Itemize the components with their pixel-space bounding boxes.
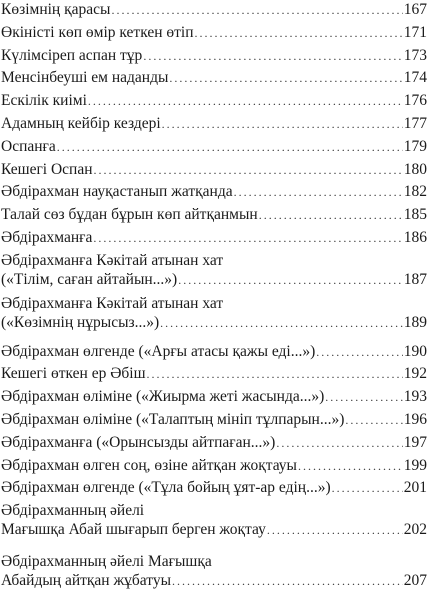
toc-entry-page: 192 <box>403 365 427 383</box>
toc-entry-page: 186 <box>403 229 427 246</box>
toc-entry-page: 193 <box>403 388 427 406</box>
dot-leader <box>172 572 403 591</box>
toc-entry-page: 180 <box>403 160 427 178</box>
toc-entry-title: Мағышқа Абай шығарып берген жоқтау <box>1 521 266 539</box>
toc-entry <box>1 114 427 133</box>
toc-entry-title: Әбдірахманның әйелі <box>1 502 145 520</box>
toc-entry-page: 189 <box>403 313 427 331</box>
toc-entry-page: 196 <box>403 410 427 428</box>
toc-entry <box>1 0 427 19</box>
toc-entry-page: 201 <box>403 479 427 497</box>
dot-leader <box>316 343 402 362</box>
dot-leader <box>234 183 403 202</box>
toc-entry-title: Әбдірахман өліміне («Жиырма жеті жасында...») <box>1 388 325 406</box>
dot-leader <box>345 411 402 430</box>
toc-entry <box>1 182 427 201</box>
toc-entry <box>1 552 427 590</box>
toc-entry-page: 207 <box>403 572 427 589</box>
toc-entry-title: Көзімнің қарасы <box>1 1 111 18</box>
toc-entry-page: 167 <box>403 1 427 18</box>
toc-entry <box>1 501 427 539</box>
dot-leader <box>88 92 403 111</box>
toc-entry-title: Кешегі өткен ер Әбіш <box>1 365 146 383</box>
toc-entry-title: Әбдірахман науқастанып жатқанда <box>1 183 233 201</box>
toc-entry <box>1 478 427 497</box>
dot-leader <box>325 388 402 407</box>
dot-leader <box>93 229 402 248</box>
toc-entry-title: Адамның кейбір кездері <box>1 115 161 132</box>
toc-entry <box>1 205 427 224</box>
toc-entry-page: 185 <box>403 206 427 224</box>
toc-entry <box>1 68 427 87</box>
toc-entry-title: Әбдірахманға («Орынсызды айтпаған...») <box>1 433 276 451</box>
toc-entry-title: Әбдірахманның әйелі Мағышқа <box>1 553 212 570</box>
toc-entry <box>1 433 427 452</box>
toc-entry-title: Әбдірахманға Кәкітай атынан хат <box>1 294 224 312</box>
toc-entry-title: Әбдірахманға Кәкітай атынан хат <box>1 251 224 269</box>
toc-entry-page: 199 <box>403 456 427 474</box>
toc-entry-title: Өкіністі көп өмір кеткен өтіп <box>1 23 194 41</box>
toc-entry-title: Әбдірахман өлген соң, өзіне айтқан жоқтауы <box>1 456 297 474</box>
dot-leader <box>298 457 403 476</box>
toc-entry-page: 177 <box>403 115 427 132</box>
toc-entry <box>1 456 427 475</box>
toc-entry <box>1 91 427 110</box>
toc-entry-title: Ескілік киімі <box>1 92 87 110</box>
toc-entry-title: Менсінбеуші ем наданды <box>1 69 169 87</box>
toc-entry-page: 173 <box>403 46 427 64</box>
dot-leader <box>195 24 403 43</box>
toc-entry <box>1 364 427 383</box>
toc-entry-title: Әбдірахман өлгенде («Арғы атасы қажы еді...») <box>1 342 316 360</box>
toc-entry-title: Кешегі Оспан <box>1 160 93 178</box>
toc-entry-title: Оспанға <box>1 137 56 155</box>
dot-leader <box>178 271 403 290</box>
dot-leader <box>332 479 403 498</box>
toc-entry-page: 187 <box>403 270 427 288</box>
toc-entry-title: Әбдірахманға <box>1 229 93 246</box>
toc-entry-page: 190 <box>403 342 427 360</box>
toc-entry-page: 176 <box>403 92 427 110</box>
toc-entry-page: 182 <box>403 183 427 201</box>
dot-leader <box>147 365 403 384</box>
toc-entry <box>1 251 427 289</box>
toc-entry <box>1 137 427 156</box>
toc-entry-page: 174 <box>403 69 427 87</box>
toc-entry-title: Әбдірахман өліміне («Талаптың мініп тұлпарын...») <box>1 410 345 428</box>
dot-leader <box>259 206 403 225</box>
dot-leader <box>57 138 403 157</box>
toc-entry-title: («Тілім, саған айтайын...») <box>1 270 178 288</box>
toc-entry <box>1 160 427 179</box>
toc-entry <box>1 387 427 406</box>
toc-entry-page: 202 <box>403 521 427 539</box>
dot-leader <box>267 521 403 540</box>
toc-entry-title: Күлімсіреп аспан тұр <box>1 46 143 64</box>
toc-entry <box>1 23 427 42</box>
dot-leader <box>94 161 403 180</box>
toc-entry-title: Талай сөз бұдан бұрын көп айтқанмын <box>1 206 258 224</box>
dot-leader <box>111 1 402 20</box>
toc-entry <box>1 410 427 429</box>
toc-entry-title: Абайдың айтқан жұбатуы <box>1 572 172 589</box>
toc-entry-page: 197 <box>403 433 427 451</box>
dot-leader <box>143 47 402 66</box>
toc-entry-page: 179 <box>403 137 427 155</box>
dot-leader <box>162 115 403 134</box>
dot-leader <box>160 314 403 333</box>
toc-entry <box>1 342 427 361</box>
toc-entry-title: Әбдірахман өлгенде («Тұла бойың ұят-ар едің...») <box>1 479 331 497</box>
dot-leader <box>276 434 402 453</box>
toc-entry <box>1 228 427 247</box>
toc-entry <box>1 46 427 65</box>
dot-leader <box>169 69 402 88</box>
toc-entry-page: 171 <box>403 23 427 41</box>
toc-entry <box>1 294 427 332</box>
toc-entry-title: («Көзімнің нұрысыз...») <box>1 313 160 331</box>
